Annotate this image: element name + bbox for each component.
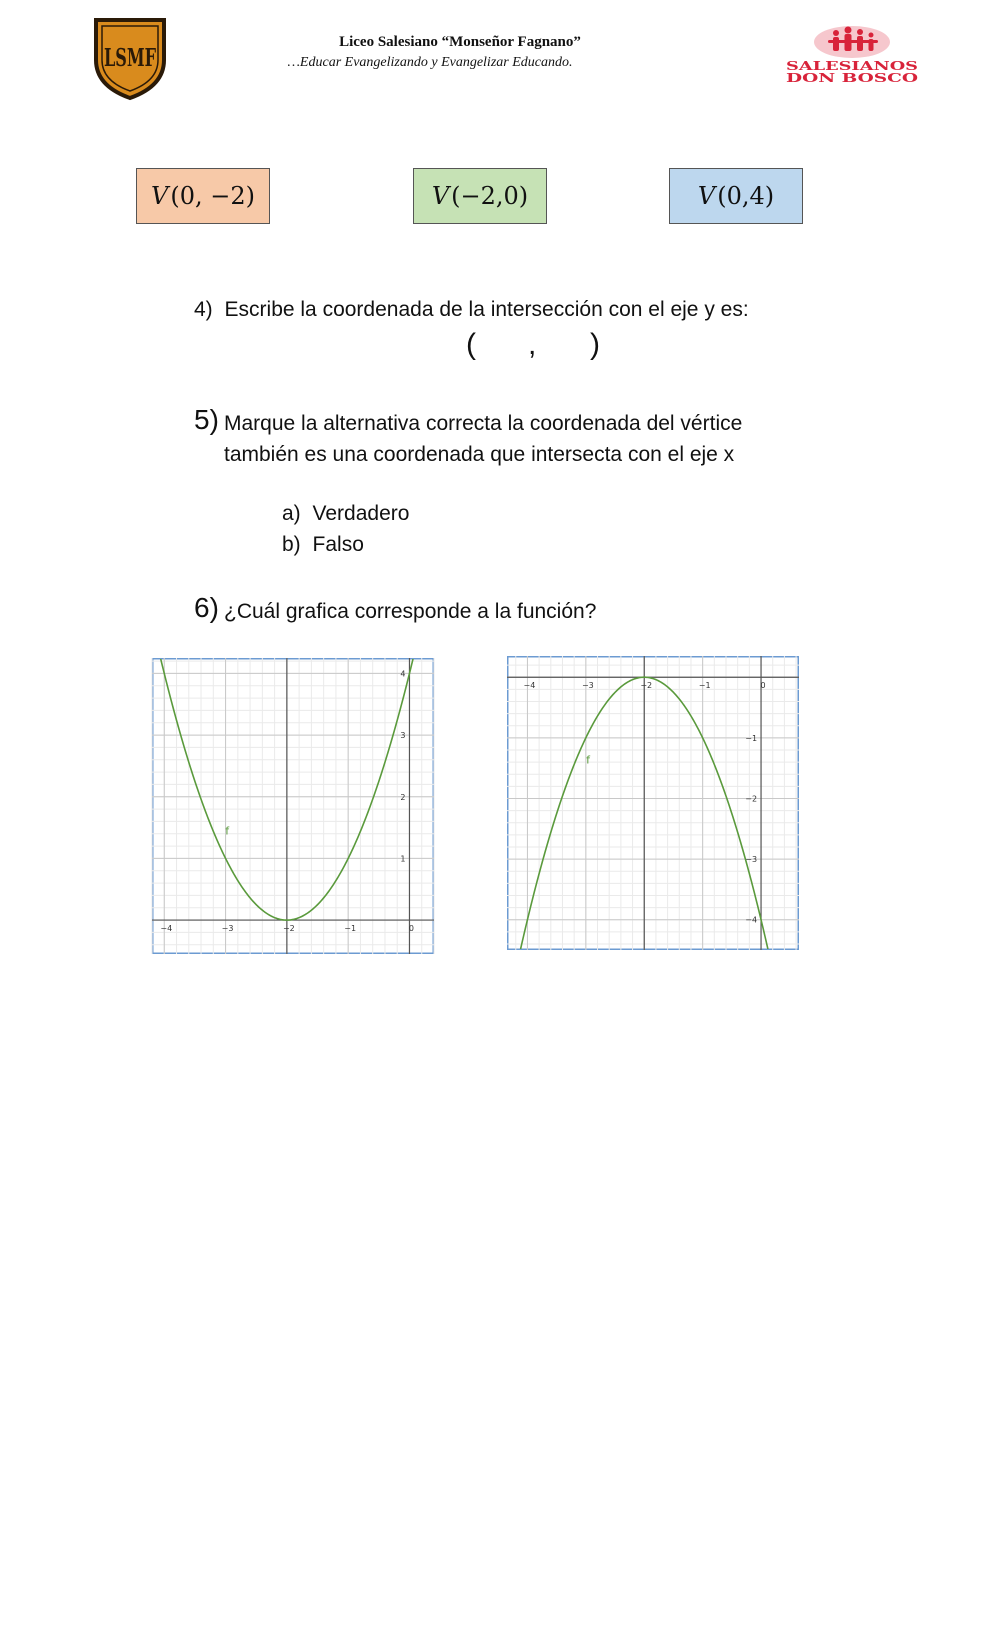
- y-tick-label: −4: [745, 915, 758, 925]
- x-tick-label: −4: [523, 681, 536, 691]
- question-5-number: 5): [194, 404, 219, 435]
- y-tick-label: 2: [400, 792, 406, 802]
- salesianos-logo: [782, 20, 922, 86]
- x-tick-label: 0: [408, 924, 415, 934]
- vertex-coords: (−2,0): [451, 182, 529, 210]
- question-6-number: 6): [194, 592, 219, 623]
- x-tick-label: −1: [344, 924, 357, 934]
- x-tick-label: −1: [698, 681, 711, 691]
- question-text: Escribe la coordenada de la intersección con el eje y es:: [224, 298, 749, 321]
- school-logo-text: LSMF: [104, 43, 156, 72]
- x-tick-label: −2: [640, 681, 653, 691]
- y-tick-label: −2: [745, 794, 758, 804]
- x-tick-label: −3: [581, 681, 594, 691]
- vertex-option-3[interactable]: [669, 168, 803, 224]
- graph-upward-parabola[interactable]: [152, 658, 434, 954]
- x-tick-label: 0: [760, 681, 766, 691]
- plot-frame: [153, 659, 434, 954]
- question-number: 4): [194, 298, 213, 321]
- option-b[interactable]: [282, 533, 364, 557]
- answer-blank[interactable]: [466, 328, 606, 368]
- school-name: Liceo Salesiano “Monseñor Fagnano”: [339, 34, 581, 50]
- y-tick-label: 3: [400, 731, 406, 741]
- vertex-coords: (0,4): [717, 182, 775, 210]
- question-6-text: ¿Cuál grafica corresponde a la función?: [224, 600, 597, 623]
- don-bosco-text: DON BOSCO: [786, 71, 918, 85]
- question-5-line-2: también es una coordenada que intersecta con el eje x: [224, 443, 735, 466]
- salesianos-text: SALESIANOS: [786, 59, 918, 73]
- function-label: f: [586, 753, 591, 767]
- question-5-line-1: Marque la alternativa correcta la coordenada del vértice: [224, 412, 743, 435]
- open-paren: (: [466, 328, 476, 361]
- x-tick-label: −2: [282, 924, 295, 934]
- option-label: a): [282, 502, 301, 525]
- y-tick-label: −3: [745, 855, 758, 865]
- graph-downward-parabola[interactable]: [507, 656, 799, 950]
- function-label: f: [225, 824, 230, 838]
- option-text: Falso: [312, 533, 364, 556]
- x-tick-label: −3: [221, 924, 234, 934]
- vertex-option-1[interactable]: [136, 168, 270, 224]
- school-motto: …Educar Evangelizando y Evangelizar Educando.: [287, 55, 573, 70]
- option-a[interactable]: [282, 502, 409, 526]
- y-tick-label: 1: [400, 854, 406, 864]
- vertex-option-2[interactable]: [413, 168, 547, 224]
- vertex-letter: V: [151, 182, 169, 210]
- option-label: b): [282, 533, 301, 556]
- vertex-coords: (0, −2): [170, 182, 255, 210]
- vertex-letter: V: [431, 182, 450, 210]
- comma: ,: [528, 328, 537, 361]
- x-tick-label: −4: [160, 924, 173, 934]
- option-text: Verdadero: [312, 502, 410, 525]
- close-paren: ): [590, 328, 600, 361]
- y-tick-label: −1: [745, 733, 758, 743]
- question-4: [194, 298, 749, 322]
- y-tick-label: 4: [400, 669, 406, 679]
- vertex-letter: V: [697, 182, 716, 210]
